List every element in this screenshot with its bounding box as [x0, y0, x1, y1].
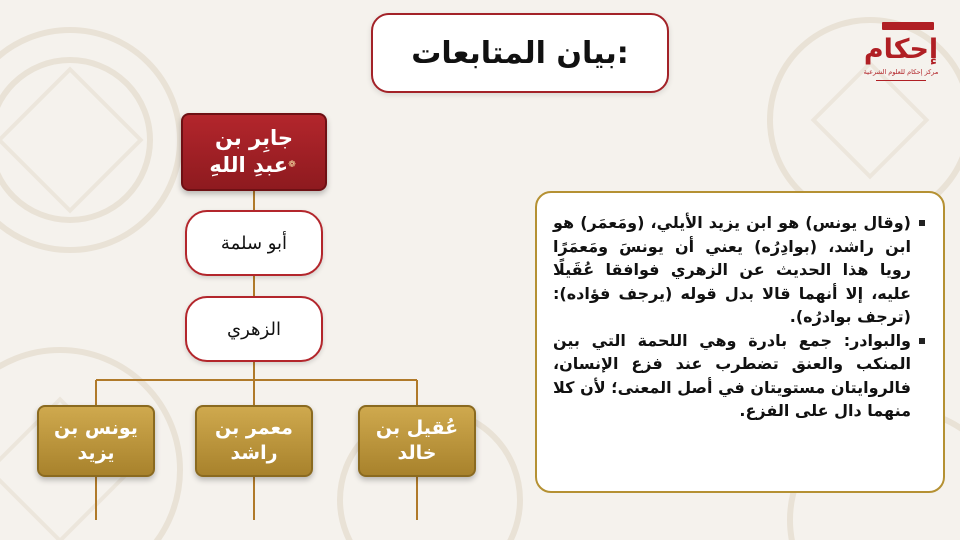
- tree-node-zuhri: الزهري: [185, 296, 323, 362]
- tree-node-jabir-line2-text: عبدِ اللهِ: [209, 152, 289, 177]
- tree-node-aqil-line1: عُقيل بن: [375, 417, 459, 439]
- explanation-item: [553, 329, 925, 423]
- page-title: بيان المتابعات:: [411, 35, 629, 71]
- tree-node-mamar-line2: راشد: [230, 442, 278, 464]
- explanation-text-1: (وقال يونس) هو ابن يزيد الأيلي، (ومَعمَر) هو ابن راشد، (بوادِرُه) يعني أن يونسَ ومَعمَرًا رويا هذا الحديث عن الزهري فوافقا عُقَيلًا عليه، إلا أنهما قالا بدل قوله (يرجف فؤاده): (ترجف بوادرُه).: [553, 213, 911, 326]
- tree-node-mamar: [195, 405, 313, 477]
- explanation-item: [553, 211, 925, 329]
- tree-node-yunus-line2: يزيد: [77, 442, 115, 464]
- logo-subtitle: مركز إحكام للعلوم الشرعية: [863, 68, 939, 76]
- square-bullet-icon: [919, 220, 925, 226]
- explanation-list: [553, 211, 925, 423]
- tree-node-aqil: [358, 405, 476, 477]
- logo-bar-icon: [882, 22, 934, 30]
- square-bullet-icon: [919, 338, 925, 344]
- explanation-box: [535, 191, 945, 493]
- title-box: [371, 13, 669, 93]
- tree-node-aqil-line2: خالد: [397, 442, 437, 464]
- explanation-text-2: والبوادر: جمع بادرة وهي اللحمة التي بين المنكب والعنق تضطرب عند فزع الإنسان، فالروايتان مستويتان في أصل المعنى؛ لأن كلا منهما دال على الفزع.: [553, 330, 911, 420]
- tree-node-jabir: [181, 113, 327, 191]
- logo-divider: [876, 80, 926, 81]
- radiallahu-anhu-icon: ❁: [288, 160, 296, 171]
- tree-node-yunus-line1: يونس بن: [54, 417, 138, 439]
- logo: [860, 18, 942, 94]
- logo-text: إحكام: [863, 34, 939, 65]
- tree-node-jabir-line1: جابِر بن: [214, 125, 294, 150]
- tree-node-yunus: [37, 405, 155, 477]
- tree-node-jabir-line2: [209, 152, 298, 180]
- tree-node-abu-salama: أبو سلمة: [185, 210, 323, 276]
- tree-node-mamar-line1: معمر بن: [215, 417, 293, 439]
